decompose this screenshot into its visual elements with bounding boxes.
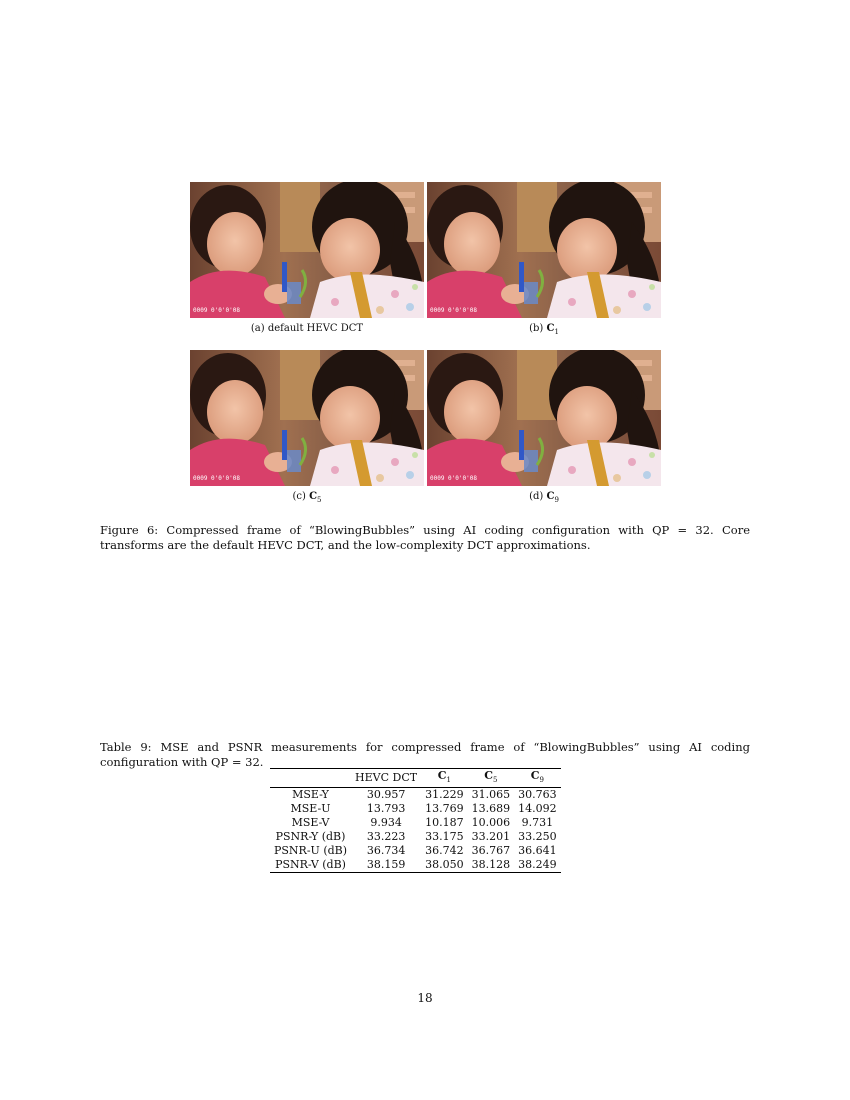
figure-panel-b — [427, 182, 661, 318]
table-cell: 31.229 — [425, 788, 464, 802]
table-row — [270, 788, 561, 803]
frame-timestamp: 0009 0'0'0'08 — [430, 307, 477, 314]
row-label: PSNR-U (dB) — [274, 844, 348, 858]
row-label: MSE-V — [291, 816, 330, 830]
row-label: PSNR-V (dB) — [275, 858, 346, 872]
page-number: 18 — [417, 991, 433, 1005]
frame-timestamp: 0009 0'0'0'08 — [430, 475, 477, 482]
table-row — [270, 816, 561, 830]
table-header-cell: $C_5$ — [484, 769, 498, 785]
table-cell: 31.065 — [471, 788, 511, 802]
table-header-cell: $C_9$ — [530, 769, 544, 785]
row-label: MSE-Y — [292, 788, 329, 802]
frame-timestamp: 0009 0'0'0'08 — [193, 307, 240, 314]
table-cell: 13.769 — [425, 802, 464, 816]
table-row — [270, 830, 561, 844]
table-caption: Table 9: MSE and PSNR measurements for compressed frame of “BlowingBubbles” using AI coding configuration with QP = 32. — [100, 740, 750, 769]
table-cell: 33.223 — [366, 830, 406, 844]
subfigure-caption-d: (d) $C_9$ — [529, 491, 559, 504]
table-header-row — [270, 769, 561, 788]
table-cell: 13.689 — [471, 802, 511, 816]
figure-caption: Figure 6: Compressed frame of “BlowingBubbles” using AI coding configuration with QP = 32. Core transforms are the default HEVC DCT, and the low-complexity DCT approximations. — [100, 523, 750, 552]
table-cell: 38.249 — [518, 858, 557, 872]
table-cell: 38.128 — [471, 858, 511, 872]
table-row — [270, 844, 561, 858]
results-table — [270, 768, 561, 873]
table-cell: 33.201 — [471, 830, 511, 844]
table-cell: 10.187 — [425, 816, 464, 830]
video-frame-image — [427, 182, 661, 318]
table-cell: 14.092 — [518, 802, 557, 816]
video-frame-image — [427, 350, 661, 486]
table-cell: 9.731 — [521, 816, 554, 830]
figure-panel-d — [427, 350, 661, 486]
table-cell: 36.742 — [425, 844, 464, 858]
table-header-cell: HEVC DCT — [355, 771, 418, 785]
table-cell: 30.957 — [366, 788, 406, 802]
table-cell: 33.175 — [425, 830, 464, 844]
row-label: MSE-U — [290, 802, 331, 816]
table-header-corner — [270, 769, 351, 788]
table-cell: 9.934 — [370, 816, 402, 830]
table-cell: 38.050 — [425, 858, 464, 872]
table-header-cell: $C_1$ — [437, 769, 451, 785]
subfigure-caption-a: (a) default HEVC DCT — [250, 323, 364, 334]
row-label: PSNR-Y (dB) — [275, 830, 346, 844]
table-cell: 10.006 — [471, 816, 511, 830]
table-cell: 13.793 — [366, 802, 406, 816]
table-row — [270, 858, 561, 873]
table-cell: 36.641 — [518, 844, 557, 858]
figure-panel-c — [190, 350, 424, 486]
table-cell: 38.159 — [366, 858, 406, 872]
frame-timestamp: 0009 0'0'0'08 — [193, 475, 240, 482]
table-cell: 33.250 — [518, 830, 557, 844]
figure-panel-a — [190, 182, 424, 318]
subfigure-caption-b: (b) $C_1$ — [529, 323, 559, 336]
subfigure-caption-c: (c) $C_5$ — [292, 491, 322, 504]
table-row — [270, 802, 561, 816]
table-cell: 36.734 — [366, 844, 406, 858]
table-cell: 30.763 — [518, 788, 557, 802]
video-frame-image — [190, 182, 424, 318]
video-frame-image — [190, 350, 424, 486]
table-cell: 36.767 — [471, 844, 511, 858]
